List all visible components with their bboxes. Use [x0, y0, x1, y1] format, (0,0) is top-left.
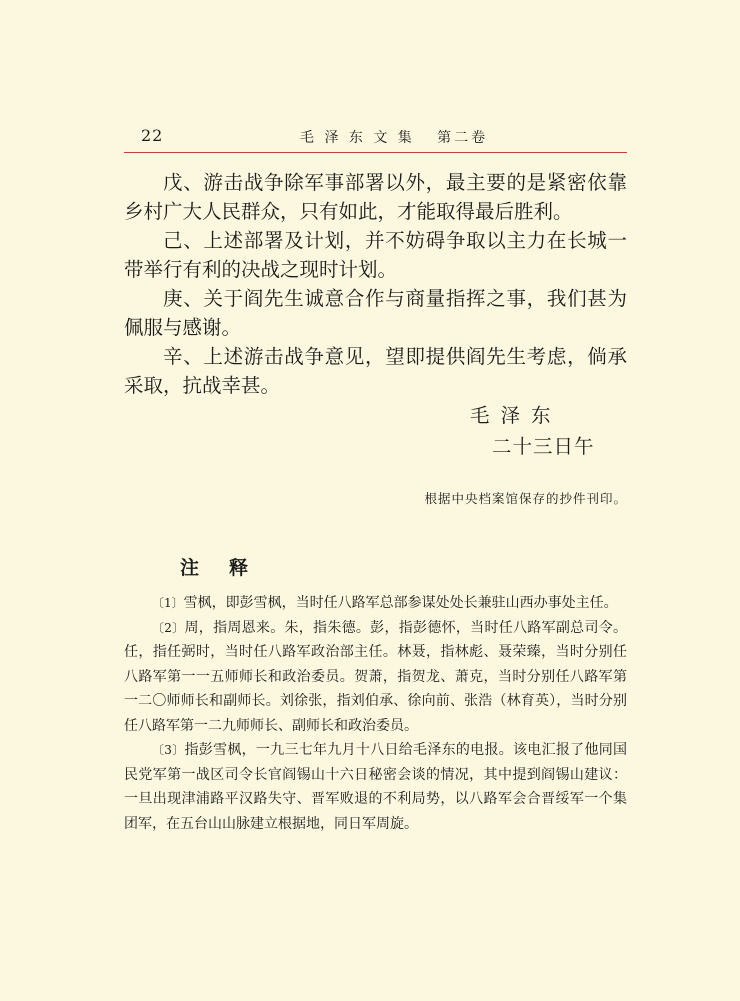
note-number: 〔1〕	[152, 596, 184, 610]
note-text: 雪枫，即彭雪枫，当时任八路军总部参谋处处长兼驻山西办事处主任。	[183, 595, 618, 611]
note-text: 周，指周恩来。朱，指朱德。彭，指彭德怀，当时任八路军副总司令。任，指任弼时，当时任八路军政治部主任。林聂，指林彪、聂荣臻，当时分别任八路军第一一五师师长和政治委员。贺萧，指贺龙、萧克，当时分别任八路军第一二〇师师长和副师长。刘徐张，指刘伯承、徐向前、张浩（林育英），当时分别任八路军第一二九师师长、副师长和政治委员。	[124, 619, 628, 734]
page-number: 22	[141, 126, 164, 145]
paragraph: 辛、上述游击战争意见，望即提供阎先生考虑，倘承采取，抗战幸甚。	[124, 345, 627, 397]
note-item	[124, 616, 627, 739]
note-number: 〔3〕	[152, 743, 185, 757]
header-rule	[124, 152, 627, 153]
paragraph: 戊、游击战争除军事部署以外，最主要的是紧密依靠乡村广大人民群众，只有如此，才能取得最后胜利。	[124, 171, 627, 223]
notes-title: 注释	[180, 557, 279, 579]
note-item	[124, 591, 627, 616]
source-note: 根据中央档案馆保存的抄件刊印。	[424, 491, 627, 506]
note-number: 〔2〕	[152, 620, 185, 635]
paragraph: 己、上述部署及计划，并不妨碍争取以主力在长城一带举行有利的决战之现时计划。	[124, 229, 627, 281]
signature: 毛泽东	[470, 404, 562, 427]
notes-section	[124, 591, 627, 836]
note-text: 指彭雪枫，一九三七年九月十八日给毛泽东的电报。该电汇报了他同国民党军第一战区司令长官阎锡山十六日秘密会谈的情况，其中提到阎锡山建议：一旦出现津浦路平汉路失守、晋军败退的不利局势，以八路军会合晋绥军一个集团军，在五台山山脉建立根据地，同日军周旋。	[124, 742, 628, 832]
paragraph: 庚、关于阎先生诚意合作与商量指挥之事，我们甚为佩服与感谢。	[124, 287, 627, 339]
running-title: 毛 泽 东 文 集 第二卷	[300, 130, 489, 146]
body-text	[124, 168, 627, 400]
signature-date: 二十三日午	[492, 435, 595, 458]
note-item	[124, 738, 627, 836]
